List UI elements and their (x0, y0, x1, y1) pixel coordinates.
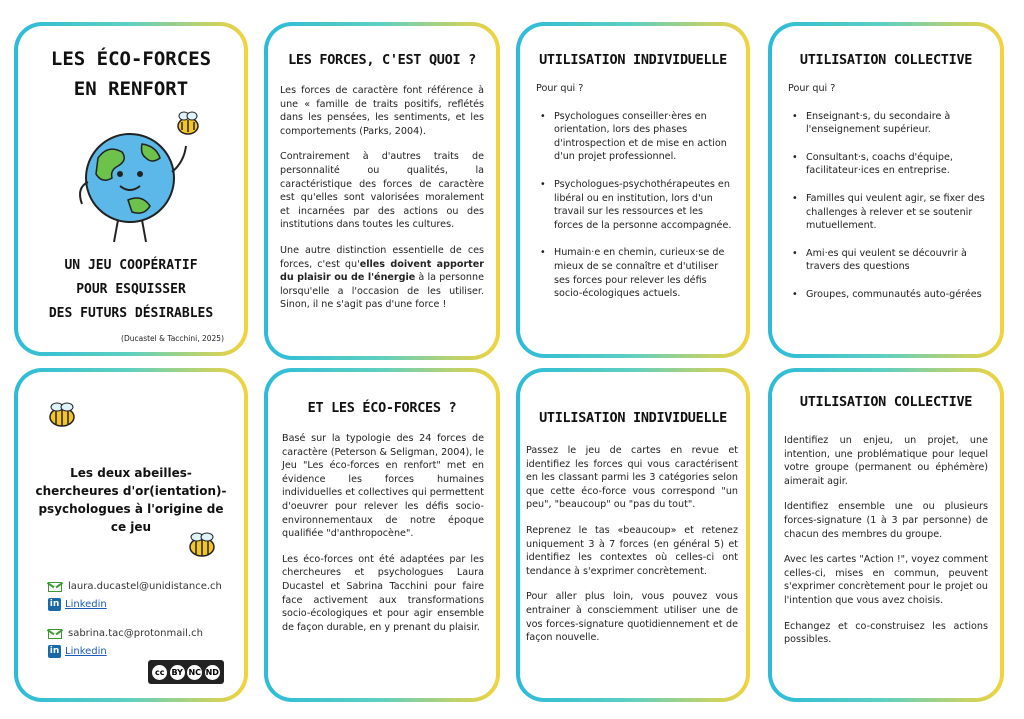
intro-text: Pour qui ? (536, 83, 584, 94)
email-row-2[interactable] (48, 628, 203, 639)
cc-icon: cc (152, 665, 167, 680)
subtitle-line3: DES FUTURS DÉSIRABLES (48, 306, 214, 321)
paragraph: Les forces de caractère font référence à une « famille de traits positifs, reflétés dans les pensées, les sentiments, et les comportements (Parks, 2004). (280, 85, 484, 137)
paragraph: Pour aller plus loin, vous pouvez vous entrainer à consciemment utiliser une de vos forces-signature quotidiennement et de façon nouvelle. (526, 591, 738, 644)
text-span: Une autre distinction essentielle de ces forces, c'est qu' (280, 244, 484, 270)
card-title: UTILISATION INDIVIDUELLE (539, 52, 727, 68)
audience-list (788, 110, 986, 302)
intro-text: Pour qui ? (788, 83, 836, 94)
card-body (784, 434, 988, 659)
bee-icon (186, 532, 218, 558)
creative-commons-badge (148, 660, 224, 684)
mail-icon (48, 629, 62, 639)
eco-forces-card (264, 368, 500, 702)
paragraph: Passez le jeu de cartes en revue et identifiez les forces qui vous caractérisent en les classant parmi les 3 catégories selon que cette éco-force vous correspond "un peu", "beaucoup" ou "pas du tout". (526, 445, 738, 511)
linkedin-icon: in (49, 646, 60, 656)
mail-icon (48, 582, 62, 592)
linkedin-row-2[interactable] (48, 645, 107, 658)
list-item: • Humain·e en chemin, curieux·se de mieux de se connaître et d'utiliser ses forces pour relever les défis socio-écologiques actuels. (554, 246, 734, 300)
card-body (280, 84, 484, 324)
license-nd: ND (205, 665, 220, 680)
authors-heading: Les deux abeilles-chercheures d'or(ientation)-psychologues à l'origine de ce jeu (35, 466, 227, 534)
paragraph: Reprenez le tas «beaucoup» et retenez uniquement 3 à 7 forces (en général 5) et identifiez les contextes où celles-ci ont tendance à s'exprimer concrètement. (526, 524, 738, 577)
paragraph: Basé sur la typologie des 24 forces de caractère (Peterson & Seligman, 2004), le Jeu "Les éco-forces en renfort" met en évidence les forces humaines individuelles et collectives qui permettent d'oeuvrer pour relever les défis socio-environnementaux de notre époque qualifiée "d'anthropocène". (282, 433, 484, 540)
list-item: • Psychologues-psychothérapeutes en libéral ou en institution, lors d'un travail sur les ressources et les forces de la personne accompagnée. (554, 178, 734, 232)
list-item: • Enseignant·s, du secondaire à l'enseignement supérieur. (806, 110, 986, 137)
list-item: • Consultant·s, coachs d'équipe, facilitateur·ices en entreprise. (806, 151, 986, 178)
bold-text: elles doivent apporter du plaisir ou de l'énergie (280, 258, 485, 284)
bee-icon (46, 402, 78, 428)
list-item: • Groupes, communautés auto-gérées (806, 288, 986, 302)
email-row-1[interactable] (48, 581, 222, 592)
card-title: UTILISATION COLLECTIVE (799, 394, 973, 410)
linkedin-link[interactable]: Linkedin (65, 646, 107, 657)
card-body (282, 432, 484, 646)
paragraph: Identifiez un enjeu, un projet, une intention, une problématique pour lequel votre groupe (permanent ou éphémère) aimerait agir. (784, 435, 988, 487)
list-item: • Psychologues conseiller·ères en orientation, lors des phases d'introspection et de mise en action d'un projet professionnel. (554, 110, 734, 164)
game-title-line2: EN RENFORT (73, 78, 189, 100)
list-item: • Ami·es qui veulent se découvrir à travers des questions (806, 247, 986, 274)
card-body (536, 82, 734, 315)
card-title: LES FORCES, C'EST QUOI ? (288, 52, 476, 68)
paragraph: Avec les cartes "Action !", voyez comment celles-ci, mises en commun, peuvent s'exprimer concrètement pour le projet ou l'intention que vous avez choisis. (784, 554, 988, 606)
email-address[interactable]: sabrina.tac@protonmail.ch (68, 628, 203, 639)
individual-use-who-card (516, 22, 750, 358)
license-nc: NC (187, 665, 202, 680)
collective-use-how-card (768, 368, 1004, 702)
cover-card (14, 22, 248, 356)
card-title: UTILISATION INDIVIDUELLE (539, 410, 727, 426)
card-body (788, 82, 986, 316)
audience-list (536, 110, 734, 301)
credit-text: (Ducastel & Tacchini, 2025) (121, 334, 224, 343)
paragraph: Echangez et co-construisez les actions possibles. (784, 620, 988, 646)
license-by: BY (170, 665, 185, 680)
authors-card (14, 368, 248, 702)
card-body (526, 444, 738, 657)
linkedin-icon: in (49, 599, 60, 609)
earth-mascot-illustration (58, 108, 208, 248)
paragraph (280, 244, 484, 312)
card-title: ET LES ÉCO-FORCES ? (307, 400, 457, 416)
paragraph: Identifiez ensemble une ou plusieurs forces-signature (1 à 3 par personne) de chacun des membres du groupe. (784, 501, 988, 540)
list-item: • Familles qui veulent agir, se fixer des challenges à relever et se soutenir mutuellement. (806, 192, 986, 233)
linkedin-row-1[interactable] (48, 598, 107, 611)
forces-definition-card (264, 22, 500, 360)
email-address[interactable]: laura.ducastel@unidistance.ch (68, 581, 222, 592)
subtitle-line2: POUR ESQUISSER (76, 282, 186, 297)
paragraph: Les éco-forces ont été adaptées par les chercheures et psychologues Laura Ducastel et Sabrina Tacchini pour faire face activement aux transformations socio-écologiques et pour agir ensemble de façon durable, en y prenant du plaisir. (282, 553, 484, 633)
text-span: à la personne lorsqu'elle a l'occasion de les utiliser. Sinon, il ne s'agit pas d'une force ! (280, 272, 484, 311)
individual-use-how-card (516, 368, 750, 702)
paragraph: Contrairement à d'autres traits de personnalité ou qualités, la caractéristique des forces de caractère est qu'elles sont valorisées moralement et incarnées par des actions ou des institutions dans toutes les cultures. (280, 151, 484, 231)
card-title: UTILISATION COLLECTIVE (799, 52, 973, 68)
game-title-line1: LES ÉCO-FORCES (50, 48, 212, 70)
linkedin-link[interactable]: Linkedin (65, 599, 107, 610)
collective-use-who-card (768, 22, 1004, 358)
subtitle-line1: UN JEU COOPÉRATIF (64, 258, 198, 273)
